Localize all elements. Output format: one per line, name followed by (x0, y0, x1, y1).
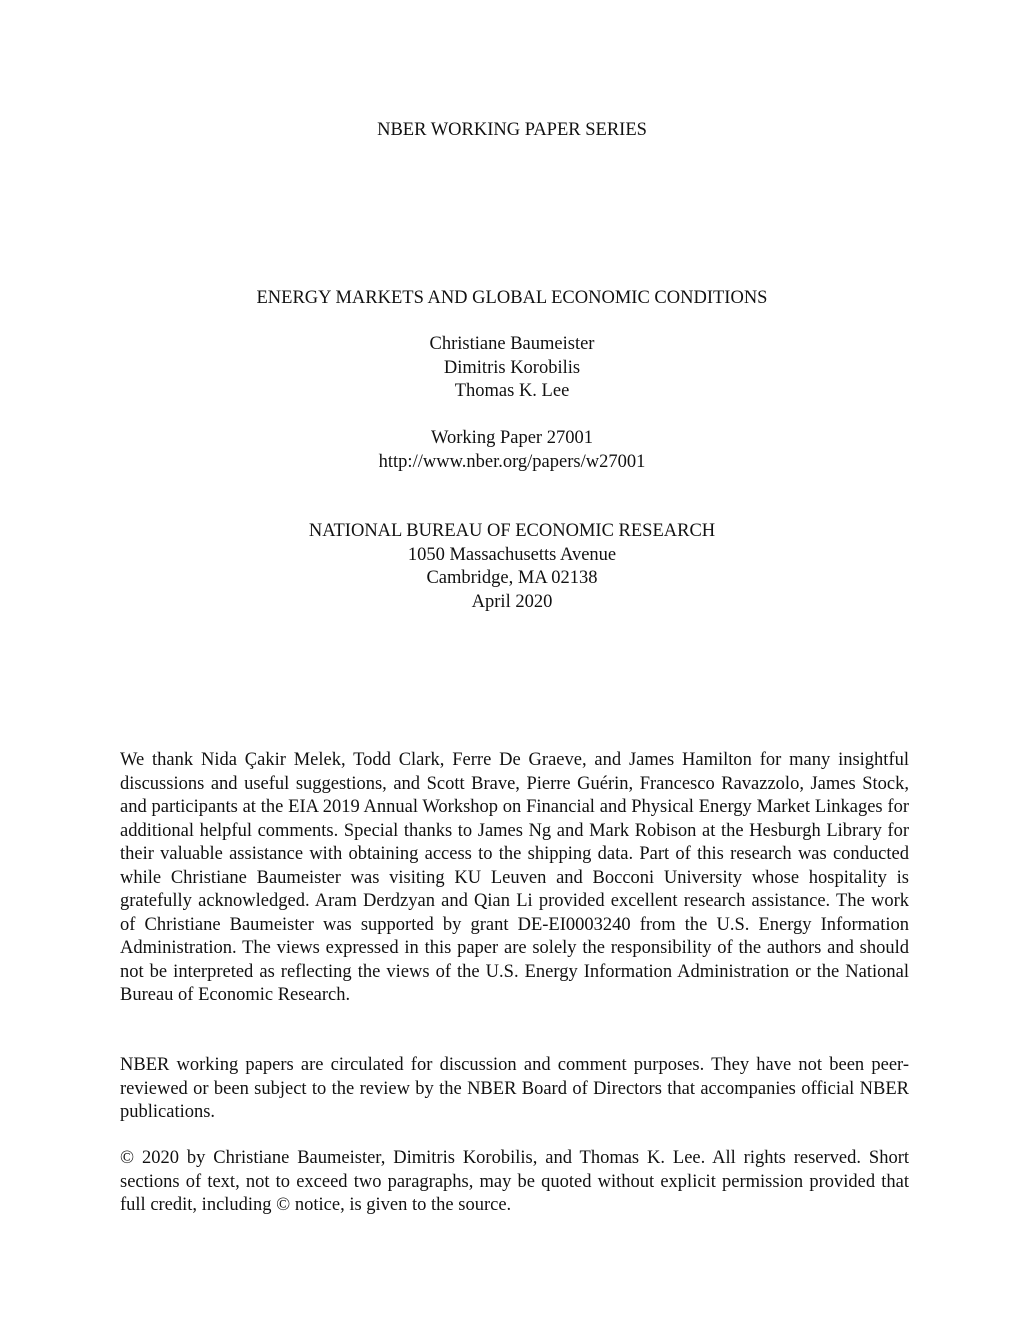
organization-city: Cambridge, MA 02138 (426, 568, 598, 588)
series-label: NBER WORKING PAPER SERIES (377, 120, 647, 140)
working-paper-number: Working Paper 27001 (431, 428, 593, 448)
publication-date: April 2020 (471, 591, 553, 612)
copyright-paragraph: © 2020 by Christiane Baumeister, Dimitris Korobilis, and Thomas K. Lee. All rights reserved. Short sections of text, not to exceed two paragraphs, may be quoted without explicit permission provided that full credit, including © notice, is given to the source. (120, 1148, 909, 1215)
paper-title-block (0, 287, 1024, 311)
disclaimer-paragraph: NBER working papers are circulated for discussion and comment purposes. They have not been peer-reviewed or been subject to the review by the NBER Board of Directors that accompanies official NBER publications. (120, 1055, 909, 1122)
paper-title: ENERGY MARKETS AND GLOBAL ECONOMIC CONDITIONS (256, 288, 768, 308)
author-name: Christiane Baumeister (429, 334, 595, 354)
paper-url[interactable]: http://www.nber.org/papers/w27001 (378, 451, 646, 472)
author-list (0, 333, 1024, 404)
working-paper-info (0, 427, 1024, 474)
organization-block (0, 520, 1024, 614)
organization-name: NATIONAL BUREAU OF ECONOMIC RESEARCH (308, 521, 716, 541)
organization-street: 1050 Massachusetts Avenue (407, 544, 617, 565)
author-name: Dimitris Korobilis (443, 357, 581, 378)
acknowledgments-paragraph: We thank Nida Çakir Melek, Todd Clark, Ferre De Graeve, and James Hamilton for many insightful discussions and useful suggestions, and Scott Brave, Pierre Guérin, Francesco Ravazzolo, James Stock, and participants at the EIA 2019 Annual Workshop on Financial and Physical Energy Market Linkages for additional helpful comments. Special thanks to James Ng and Mark Robison at the Hesburgh Library for their valuable assistance with obtaining access to the shipping data. Part of this research was conducted while Christiane Baumeister was visiting KU Leuven and Bocconi University whose hospitality is gratefully acknowledged. Aram Derdzyan and Qian Li provided excellent research assistance. The work of Christiane Baumeister was supported by grant DE-EI0003240 from the U.S. Energy Information Administration. The views expressed in this paper are solely the responsibility of the authors and should not be interpreted as reflecting the views of the U.S. Energy Information Administration or the National Bureau of Economic Research. (120, 750, 909, 1005)
series-header (0, 119, 1024, 143)
author-name: Thomas K. Lee (454, 381, 570, 401)
